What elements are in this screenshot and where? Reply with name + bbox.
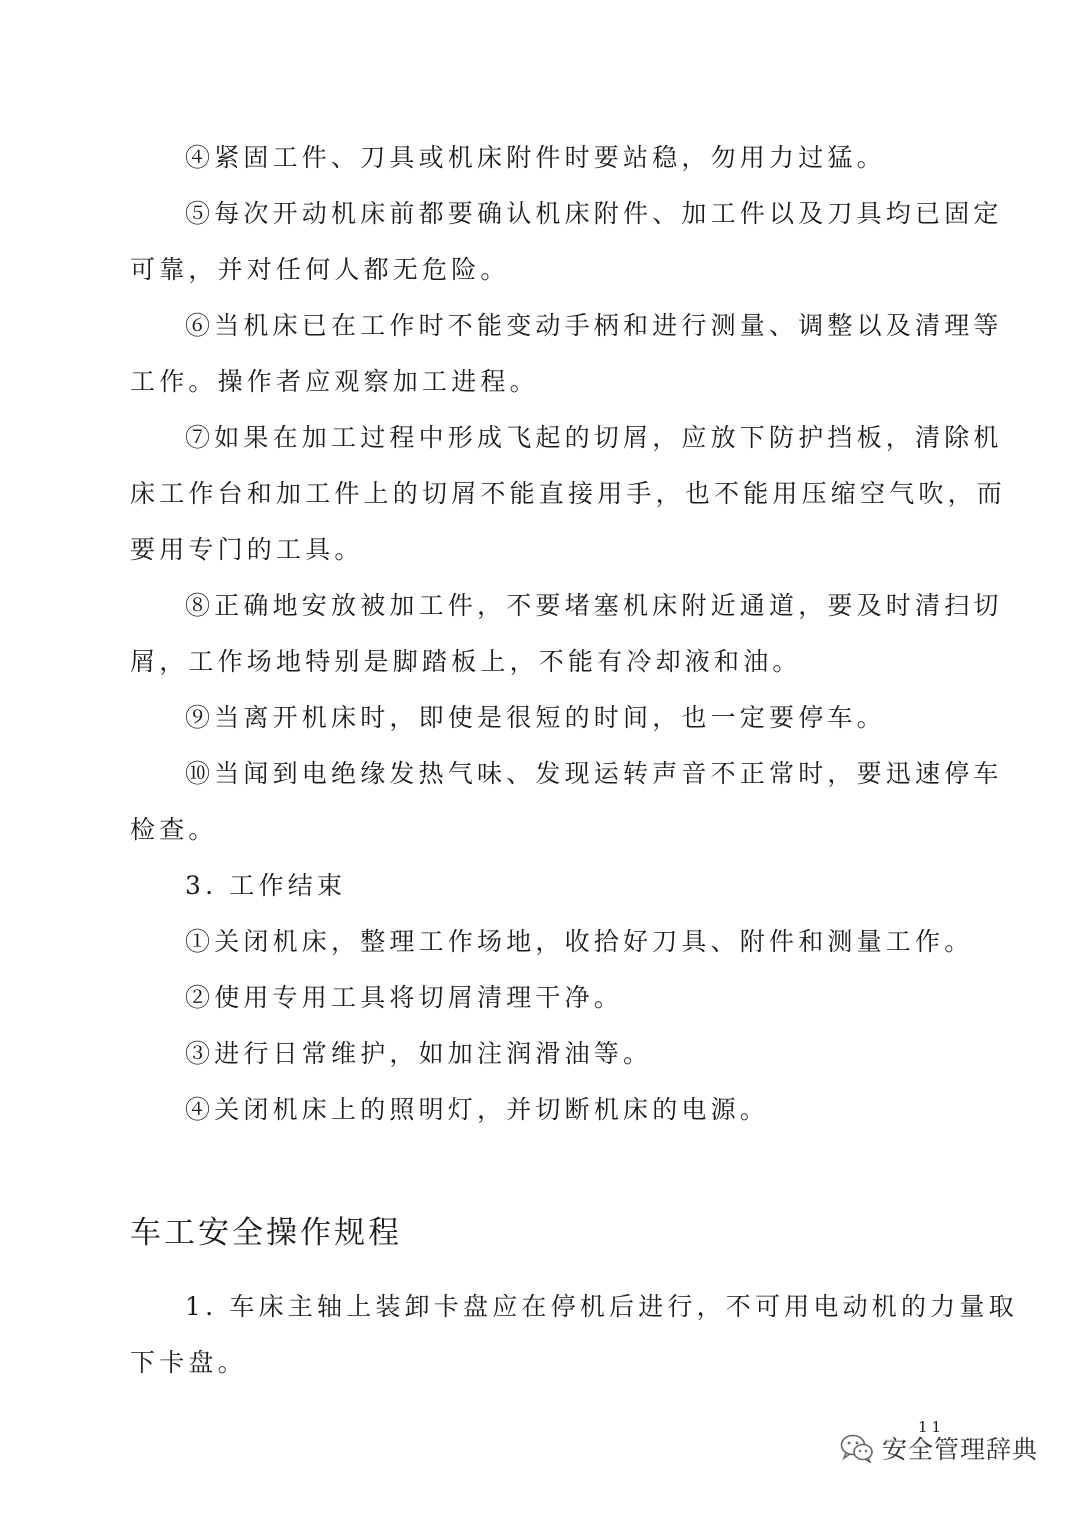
text-line: 床工作台和加工件上的切屑不能直接用手，也不能用压缩空气吹，而: [130, 479, 1007, 508]
paragraph-5: [130, 578, 1003, 690]
wechat-icon: [840, 1433, 874, 1463]
paragraph-7: [130, 746, 1003, 858]
text-line: 屑，工作场地特别是脚踏板上，不能有冷却液和油。: [130, 647, 802, 676]
text-line: ③进行日常维护，如加注润滑油等。: [185, 1039, 653, 1068]
paragraph-4: [130, 410, 1007, 578]
text-line: 下卡盘。: [130, 1348, 247, 1377]
watermark: [840, 1428, 1038, 1468]
section-paragraph-1: [130, 1279, 1018, 1391]
text-line: 要用专门的工具。: [130, 535, 364, 564]
text-line: 1. 车床主轴上装卸卡盘应在停机后进行，不可用电动机的力量取: [185, 1292, 1018, 1321]
section-title: 车工安全操作规程: [130, 1215, 402, 1251]
text-line: 工作。操作者应观察加工进程。: [130, 367, 539, 396]
text-line: ②使用专用工具将切屑清理干净。: [185, 983, 624, 1012]
text-line: ⑤每次开动机床前都要确认机床附件、加工件以及刀具均已固定: [185, 199, 1003, 228]
paragraph-2: [130, 186, 1003, 298]
paragraph-1: [130, 130, 952, 186]
text-line: 3. 工作结束: [185, 871, 347, 900]
paragraph-11: [130, 1082, 952, 1138]
text-line: ⑥当机床已在工作时不能变动手柄和进行测量、调整以及清理等: [185, 311, 1003, 340]
text-line: ④紧固工件、刀具或机床附件时要站稳，勿用力过猛。: [185, 143, 886, 172]
text-line: ⑦如果在加工过程中形成飞起的切屑，应放下防护挡板，清除机: [185, 423, 1003, 452]
paragraph-10: [130, 1026, 952, 1082]
text-line: 可靠，并对任何人都无危险。: [130, 255, 510, 284]
paragraph-9: [130, 970, 952, 1026]
watermark-text: 安全管理辞典: [882, 1435, 1039, 1464]
paragraph-6: [130, 690, 952, 746]
text-line: ④关闭机床上的照明灯，并切断机床的电源。: [185, 1095, 770, 1124]
text-line: ①关闭机床，整理工作场地，收拾好刀具、附件和测量工作。: [185, 927, 974, 956]
text-line: ⑨当离开机床时，即使是很短的时间，也一定要停车。: [185, 703, 886, 732]
paragraph-8: [130, 914, 974, 970]
text-line: ⑩当闻到电绝缘发热气味、发现运转声音不正常时，要迅速停车: [185, 759, 1003, 788]
text-line: 检查。: [130, 815, 218, 844]
paragraph-3: [130, 298, 1003, 410]
text-line: ⑧正确地安放被加工件，不要堵塞机床附近通道，要及时清扫切: [185, 591, 1003, 620]
page-number: 11: [918, 1418, 946, 1436]
subsection-heading: [130, 858, 952, 914]
